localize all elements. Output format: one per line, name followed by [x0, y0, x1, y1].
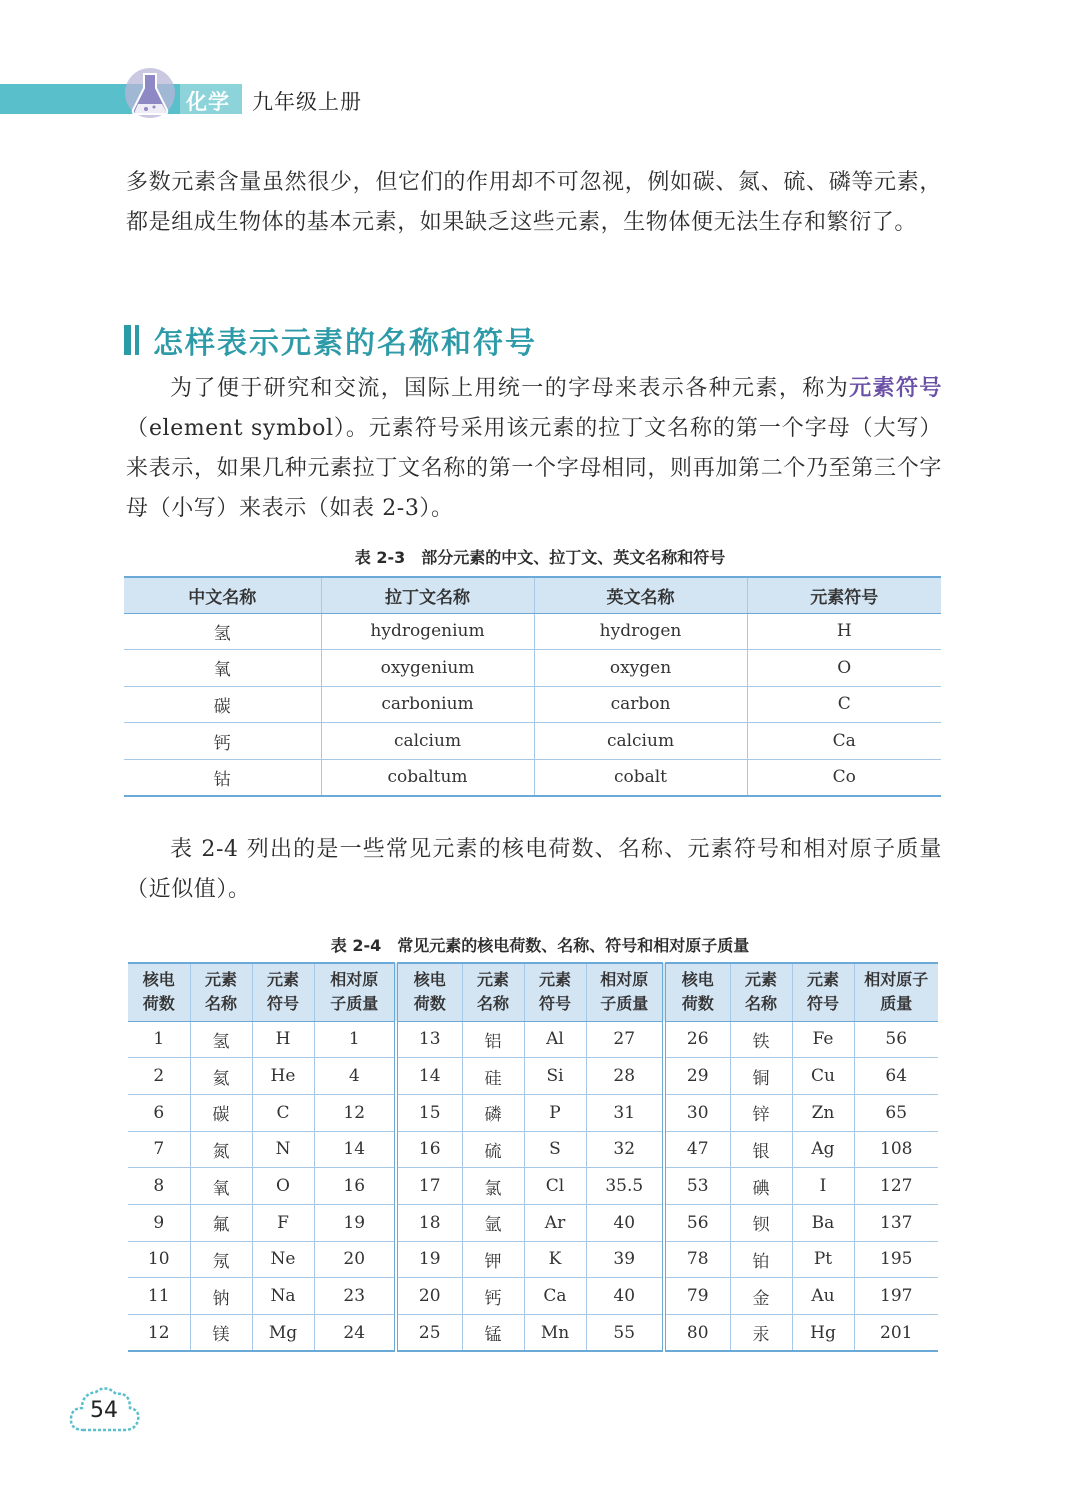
- table-row: [128, 1021, 938, 1058]
- column-header: 元素符号: [252, 963, 314, 1021]
- table-cell: cobalt: [534, 759, 747, 796]
- table-cell: 32: [586, 1131, 664, 1168]
- table-2-4: [128, 962, 938, 1352]
- table-cell: carbon: [534, 686, 747, 723]
- table-cell: carbonium: [321, 686, 534, 723]
- table-cell: hydrogen: [534, 613, 747, 650]
- table-cell: Au: [792, 1278, 854, 1315]
- table-cell: 10: [128, 1241, 190, 1278]
- table-cell: 108: [854, 1131, 938, 1168]
- column-header: 中文名称: [124, 577, 321, 613]
- table-row: [128, 1278, 938, 1315]
- table-cell: 137: [854, 1204, 938, 1241]
- table-row: [124, 613, 941, 650]
- table-cell: 11: [128, 1278, 190, 1315]
- header-subject: 化学: [186, 90, 230, 114]
- table-cell: 80: [664, 1315, 730, 1352]
- column-header: 元素名称: [730, 963, 792, 1021]
- table-cell: 47: [664, 1131, 730, 1168]
- table-cell: 65: [854, 1094, 938, 1131]
- table-cell: 碘: [730, 1168, 792, 1205]
- table-cell: 氦: [190, 1058, 252, 1095]
- table-cell: 汞: [730, 1315, 792, 1352]
- table-2-4-intro-paragraph: 表 2-4 列出的是一些常见元素的核电荷数、名称、元素符号和相对原子质量（近似值）。: [126, 837, 942, 902]
- column-header: 核电荷数: [396, 963, 462, 1021]
- table-cell: 氧: [190, 1168, 252, 1205]
- table-cell: C: [252, 1094, 314, 1131]
- table-cell: 8: [128, 1168, 190, 1205]
- table-row: [128, 1241, 938, 1278]
- table-cell: Si: [524, 1058, 586, 1095]
- table-cell: 9: [128, 1204, 190, 1241]
- column-header: 英文名称: [534, 577, 747, 613]
- table-row: [128, 1168, 938, 1205]
- section-paragraph-rest: （element symbol）。元素符号采用该元素的拉丁文名称的第一个字母（大写）来表示，如果几种元素拉丁文名称的第一个字母相同，则再加第二个乃至第三个字母（小写）来表示（如表 2-3）。: [126, 416, 942, 521]
- table-cell: 16: [314, 1168, 396, 1205]
- table-cell: 201: [854, 1315, 938, 1352]
- table-cell: 197: [854, 1278, 938, 1315]
- table-cell: 6: [128, 1094, 190, 1131]
- column-header: 核电荷数: [128, 963, 190, 1021]
- table-cell: 硅: [462, 1058, 524, 1095]
- table-cell: C: [747, 686, 941, 723]
- table-cell: 18: [396, 1204, 462, 1241]
- table-cell: 4: [314, 1058, 396, 1095]
- table-cell: Co: [747, 759, 941, 796]
- table-cell: 氢: [190, 1021, 252, 1058]
- table-cell: 氮: [190, 1131, 252, 1168]
- section-heading: [124, 318, 537, 362]
- table-cell: I: [792, 1168, 854, 1205]
- table-cell: 53: [664, 1168, 730, 1205]
- table-cell: 16: [396, 1131, 462, 1168]
- table-cell: O: [252, 1168, 314, 1205]
- table-cell: 20: [396, 1278, 462, 1315]
- table-cell: 29: [664, 1058, 730, 1095]
- table-cell: 23: [314, 1278, 396, 1315]
- table-cell: 银: [730, 1131, 792, 1168]
- table-cell: O: [747, 650, 941, 687]
- table-cell: cobaltum: [321, 759, 534, 796]
- table-cell: 铂: [730, 1241, 792, 1278]
- table-cell: Pt: [792, 1241, 854, 1278]
- intro-paragraph: 多数元素含量虽然很少，但它们的作用却不可忽视，例如碳、氮、硫、磷等元素，都是组成生物体的基本元素，如果缺乏这些元素，生物体便无法生存和繁衍了。: [126, 170, 942, 235]
- table-cell: 1: [128, 1021, 190, 1058]
- table-cell: 26: [664, 1021, 730, 1058]
- table-cell: hydrogenium: [321, 613, 534, 650]
- table-cell: N: [252, 1131, 314, 1168]
- column-header: 元素名称: [190, 963, 252, 1021]
- table-cell: 金: [730, 1278, 792, 1315]
- table-row: [124, 723, 941, 760]
- table-cell: 19: [396, 1241, 462, 1278]
- table-cell: Ar: [524, 1204, 586, 1241]
- table-cell: 1: [314, 1021, 396, 1058]
- table-cell: Mn: [524, 1315, 586, 1352]
- table-cell: 35.5: [586, 1168, 664, 1205]
- table-cell: 15: [396, 1094, 462, 1131]
- table-cell: 12: [128, 1315, 190, 1352]
- table-cell: 锰: [462, 1315, 524, 1352]
- table-cell: 氯: [462, 1168, 524, 1205]
- table-cell: 25: [396, 1315, 462, 1352]
- table-cell: oxygen: [534, 650, 747, 687]
- table-cell: Zn: [792, 1094, 854, 1131]
- section-paragraph-lead: 为了便于研究和交流，国际上用统一的字母来表示各种元素，称为: [170, 376, 850, 401]
- table-cell: 195: [854, 1241, 938, 1278]
- table-cell: Fe: [792, 1021, 854, 1058]
- table-cell: 78: [664, 1241, 730, 1278]
- keyterm-element-symbol: 元素符号: [849, 375, 942, 401]
- table-2-4-caption: 表 2-4 常见元素的核电荷数、名称、符号和相对原子质量: [330, 936, 750, 955]
- table-cell: 铁: [730, 1021, 792, 1058]
- section-marker-icon: [124, 325, 139, 355]
- table-cell: 7: [128, 1131, 190, 1168]
- table-cell: 79: [664, 1278, 730, 1315]
- table-cell: K: [524, 1241, 586, 1278]
- table-cell: 铜: [730, 1058, 792, 1095]
- column-header: 元素符号: [747, 577, 941, 613]
- table-cell: 磷: [462, 1094, 524, 1131]
- table-cell: oxygenium: [321, 650, 534, 687]
- table-cell: 氩: [462, 1204, 524, 1241]
- section-title: 怎样表示元素的名称和符号: [153, 326, 537, 361]
- table-cell: F: [252, 1204, 314, 1241]
- table-cell: calcium: [321, 723, 534, 760]
- table-2-3-caption: 表 2-3 部分元素的中文、拉丁文、英文名称和符号: [354, 548, 726, 567]
- column-header: 拉丁文名称: [321, 577, 534, 613]
- table-cell: Na: [252, 1278, 314, 1315]
- table-cell: H: [747, 613, 941, 650]
- table-cell: 56: [854, 1021, 938, 1058]
- table-cell: S: [524, 1131, 586, 1168]
- table-cell: 40: [586, 1278, 664, 1315]
- table-cell: 碳: [124, 686, 321, 723]
- table-header-row: [128, 963, 938, 1021]
- table-row: [128, 1315, 938, 1352]
- table-cell: 12: [314, 1094, 396, 1131]
- table-row: [128, 1204, 938, 1241]
- header-book-title: 九年级上册: [252, 90, 362, 114]
- table-cell: 64: [854, 1058, 938, 1095]
- table-cell: 钡: [730, 1204, 792, 1241]
- table-cell: 钙: [462, 1278, 524, 1315]
- column-header: 元素符号: [524, 963, 586, 1021]
- table-cell: 55: [586, 1315, 664, 1352]
- page-number: 54: [90, 1398, 118, 1423]
- table-cell: 127: [854, 1168, 938, 1205]
- table-cell: calcium: [534, 723, 747, 760]
- table-cell: 14: [314, 1131, 396, 1168]
- table-row: [124, 759, 941, 796]
- table-cell: 氟: [190, 1204, 252, 1241]
- table-cell: 2: [128, 1058, 190, 1095]
- table-cell: 氢: [124, 613, 321, 650]
- table-cell: Cl: [524, 1168, 586, 1205]
- table-cell: 28: [586, 1058, 664, 1095]
- table-row: [128, 1094, 938, 1131]
- table-row: [128, 1058, 938, 1095]
- column-header: 元素名称: [462, 963, 524, 1021]
- table-cell: 铝: [462, 1021, 524, 1058]
- table-cell: 30: [664, 1094, 730, 1131]
- column-header: 元素符号: [792, 963, 854, 1021]
- table-cell: 钴: [124, 759, 321, 796]
- table-header-row: [124, 577, 941, 613]
- table-cell: 钾: [462, 1241, 524, 1278]
- table-cell: 39: [586, 1241, 664, 1278]
- column-header: 相对原子质量: [586, 963, 664, 1021]
- table-cell: 14: [396, 1058, 462, 1095]
- table-cell: Ag: [792, 1131, 854, 1168]
- column-header: 相对原子质量: [314, 963, 396, 1021]
- table-cell: 氧: [124, 650, 321, 687]
- section-paragraph: [126, 368, 942, 529]
- table-cell: Ba: [792, 1204, 854, 1241]
- table-cell: 氖: [190, 1241, 252, 1278]
- table-cell: 钠: [190, 1278, 252, 1315]
- column-header: 核电荷数: [664, 963, 730, 1021]
- table-cell: H: [252, 1021, 314, 1058]
- column-header: 相对原子质量: [854, 963, 938, 1021]
- table-cell: 锌: [730, 1094, 792, 1131]
- table-cell: Ca: [524, 1278, 586, 1315]
- table-cell: Ca: [747, 723, 941, 760]
- table-row: [124, 686, 941, 723]
- table-cell: 56: [664, 1204, 730, 1241]
- table-cell: 硫: [462, 1131, 524, 1168]
- table-cell: 17: [396, 1168, 462, 1205]
- table-cell: Cu: [792, 1058, 854, 1095]
- table-cell: Al: [524, 1021, 586, 1058]
- table-cell: 19: [314, 1204, 396, 1241]
- page-number-badge: [66, 1380, 142, 1438]
- table-cell: 碳: [190, 1094, 252, 1131]
- table-cell: 24: [314, 1315, 396, 1352]
- table-cell: 镁: [190, 1315, 252, 1352]
- table-cell: 27: [586, 1021, 664, 1058]
- table-cell: P: [524, 1094, 586, 1131]
- table-cell: He: [252, 1058, 314, 1095]
- table-cell: 13: [396, 1021, 462, 1058]
- table-cell: Mg: [252, 1315, 314, 1352]
- table-row: [128, 1131, 938, 1168]
- table-row: [124, 650, 941, 687]
- table-cell: 40: [586, 1204, 664, 1241]
- table-cell: Hg: [792, 1315, 854, 1352]
- table-2-3: [124, 576, 941, 797]
- table-cell: Ne: [252, 1241, 314, 1278]
- table-cell: 31: [586, 1094, 664, 1131]
- flask-logo-icon: [120, 66, 180, 120]
- table-cell: 20: [314, 1241, 396, 1278]
- table-cell: 钙: [124, 723, 321, 760]
